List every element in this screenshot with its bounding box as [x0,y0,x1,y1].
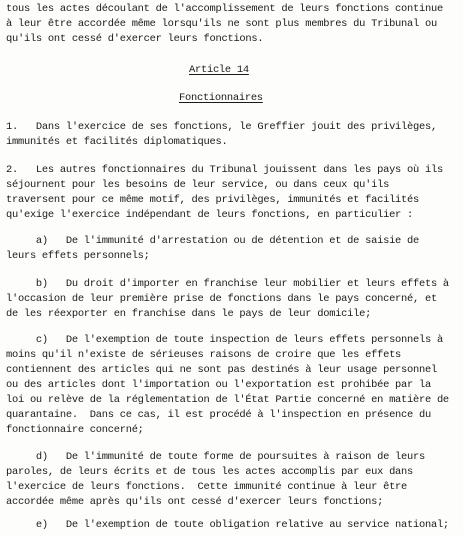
article-subtitle: Fonctionnaires [179,92,263,104]
item-a-line: leurs effets personnels; [6,250,150,262]
item-d-line: d) De l'immunité de toute forme de poursuites à raison de leurs [6,451,425,463]
item-c-line: moins qu'il n'existe de sérieuses raisons de croire que les effets [6,349,402,361]
intro-line: à leur être accordée même lorsqu'ils ne sont plus membres du Tribunal ou [6,18,437,30]
intro-line: qu'ils ont cessé d'exercer leurs fonctions. [6,33,264,45]
paragraph-2-line: qu'exige l'exercice indépendant de leurs fonctions, en particulier : [6,209,414,221]
paragraph-2-line: traversent pour ce même motif, des privilèges, immunités et facilités [6,194,419,206]
item-c-line: fonctionnaire concerné; [6,424,144,436]
paragraph-1-line: 1. Dans l'exercice de ses fonctions, le Greffier jouit des privilèges, [6,121,437,133]
item-c-line: quarantaine. Dans ce cas, il est procédé à l'inspection en présence du [6,409,431,421]
paragraph-2-line: séjournent pour les besoins de leur service, ou dans ceux qu'ils [6,179,390,191]
item-c-line: loi ou relève de la réglementation de l'État Partie concerné en matière de [6,394,449,406]
item-d-line: accordée même après qu'ils ont cessé d'exercer leurs fonctions; [6,496,384,508]
item-c-line: contiennent des articles qui ne sont pas destinés à leur usage personnel [6,364,437,376]
item-d-line: l'exercice de leurs fonctions. Cette immunité continue à leur être [6,481,408,493]
item-e-line: e) De l'exemption de toute obligation relative au service national; [6,519,449,531]
item-c-line: c) De l'exemption de toute inspection de leurs effets personnels à [6,334,443,346]
article-title: Article 14 [189,64,249,76]
item-b-line: de les réexporter en franchise dans le pays de leur domicile; [6,308,372,320]
item-a-line: a) De l'immunité d'arrestation ou de détention et de saisie de [6,235,419,247]
item-c-line: ou des articles dont l'importation ou l'exportation est prohibée par la [6,379,431,391]
item-b-line: b) Du droit d'importer en franchise leur mobilier et leurs effets à [6,278,449,290]
paragraph-1-line: immunités et facilités diplomatiques. [6,136,228,148]
intro-line: tous les actes découlant de l'accomplissement de leurs fonctions continue [6,3,443,15]
item-b-line: l'occasion de leur première prise de fonctions dans le pays concerné, et [6,293,437,305]
item-d-line: paroles, de leurs écrits et de tous les actes accomplis par eux dans [6,466,414,478]
paragraph-2-line: 2. Les autres fonctionnaires du Tribunal jouissent dans les pays où ils [6,164,443,176]
